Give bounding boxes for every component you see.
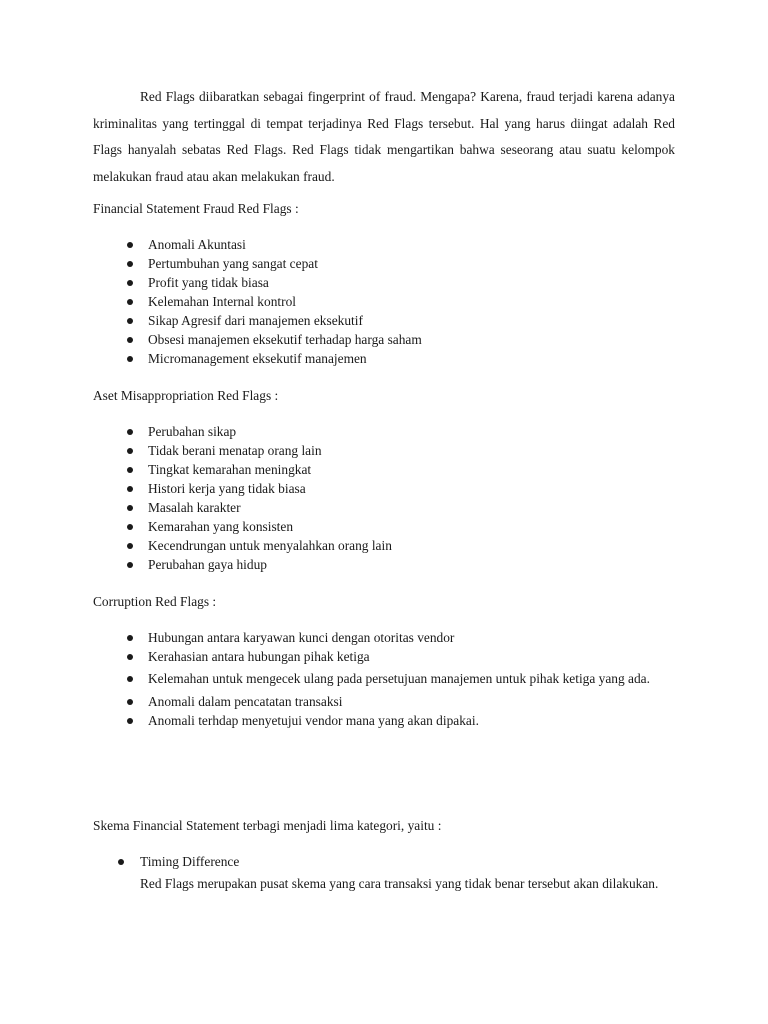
bullet-icon <box>127 429 133 435</box>
bullet-icon <box>127 280 133 286</box>
document-page <box>93 84 675 897</box>
intro-paragraph: Red Flags diibaratkan sebagai fingerprint of fraud. Mengapa? Karena, fraud terjadi karena adanya kriminalitas yang tertinggal di tempat terjadinya Red Flags tersebut. Hal yang harus diingat adalah Red Flags hanyalah sebatas Red Flags. Red Flags tidak mengartikan bahwa seseorang atau suatu kelompok melakukan fraud atau akan melakukan fraud. <box>93 89 675 184</box>
bullet-icon <box>127 242 133 248</box>
skema-list <box>93 852 675 897</box>
bullet-icon <box>127 635 133 641</box>
bullet-icon <box>127 299 133 305</box>
bullet-icon <box>127 486 133 492</box>
bullet-icon <box>127 261 133 267</box>
list-item: Histori kerja yang tidak biasa <box>93 479 675 498</box>
bullet-icon <box>127 654 133 660</box>
aset-list <box>93 422 675 574</box>
list-item: Pertumbuhan yang sangat cepat <box>93 254 675 273</box>
skema-heading: Skema Financial Statement terbagi menjadi lima kategori, yaitu : <box>93 818 442 833</box>
list-item: Kelemahan Internal kontrol <box>93 292 675 311</box>
list-item: Masalah karakter <box>93 498 675 517</box>
list-item <box>93 852 675 897</box>
bullet-icon <box>127 562 133 568</box>
skema-item-desc: Red Flags merupakan pusat skema yang cara transaksi yang tidak benar tersebut akan dilakukan. <box>140 876 659 891</box>
list-item: Anomali Akuntasi <box>93 235 675 254</box>
bullet-icon <box>127 318 133 324</box>
bullet-icon <box>127 676 133 682</box>
list-item: Micromanagement eksekutif manajemen <box>93 349 675 368</box>
list-item: Anomali terhdap menyetujui vendor mana yang akan dipakai. <box>93 711 675 730</box>
financial-list <box>93 235 675 368</box>
corruption-list <box>93 628 675 730</box>
list-item: Obsesi manajemen eksekutif terhadap harga saham <box>93 330 675 349</box>
list-item: Kelemahan untuk mengecek ulang pada persetujuan manajemen untuk pihak ketiga yang ada. <box>93 666 675 692</box>
bullet-icon <box>127 699 133 705</box>
bullet-icon <box>127 718 133 724</box>
aset-heading: Aset Misappropriation Red Flags : <box>93 388 279 403</box>
list-item: Anomali dalam pencatatan transaksi <box>93 692 675 711</box>
bullet-icon <box>127 356 133 362</box>
list-item: Kerahasian antara hubungan pihak ketiga <box>93 647 675 666</box>
bullet-icon <box>127 337 133 343</box>
bullet-icon <box>127 448 133 454</box>
list-item: Kecendrungan untuk menyalahkan orang lain <box>93 536 675 555</box>
skema-item-title: Timing Difference <box>140 854 240 869</box>
list-item: Perubahan sikap <box>93 422 675 441</box>
bullet-icon <box>127 524 133 530</box>
bullet-icon <box>118 859 124 865</box>
financial-heading: Financial Statement Fraud Red Flags : <box>93 201 299 216</box>
list-item: Tingkat kemarahan meningkat <box>93 460 675 479</box>
list-item: Hubungan antara karyawan kunci dengan otoritas vendor <box>93 628 675 647</box>
list-item: Profit yang tidak biasa <box>93 273 675 292</box>
list-item: Tidak berani menatap orang lain <box>93 441 675 460</box>
bullet-icon <box>127 467 133 473</box>
list-item: Kemarahan yang konsisten <box>93 517 675 536</box>
corruption-heading: Corruption Red Flags : <box>93 594 217 609</box>
bullet-icon <box>127 505 133 511</box>
list-item: Perubahan gaya hidup <box>93 555 675 574</box>
list-item: Sikap Agresif dari manajemen eksekutif <box>93 311 675 330</box>
bullet-icon <box>127 543 133 549</box>
